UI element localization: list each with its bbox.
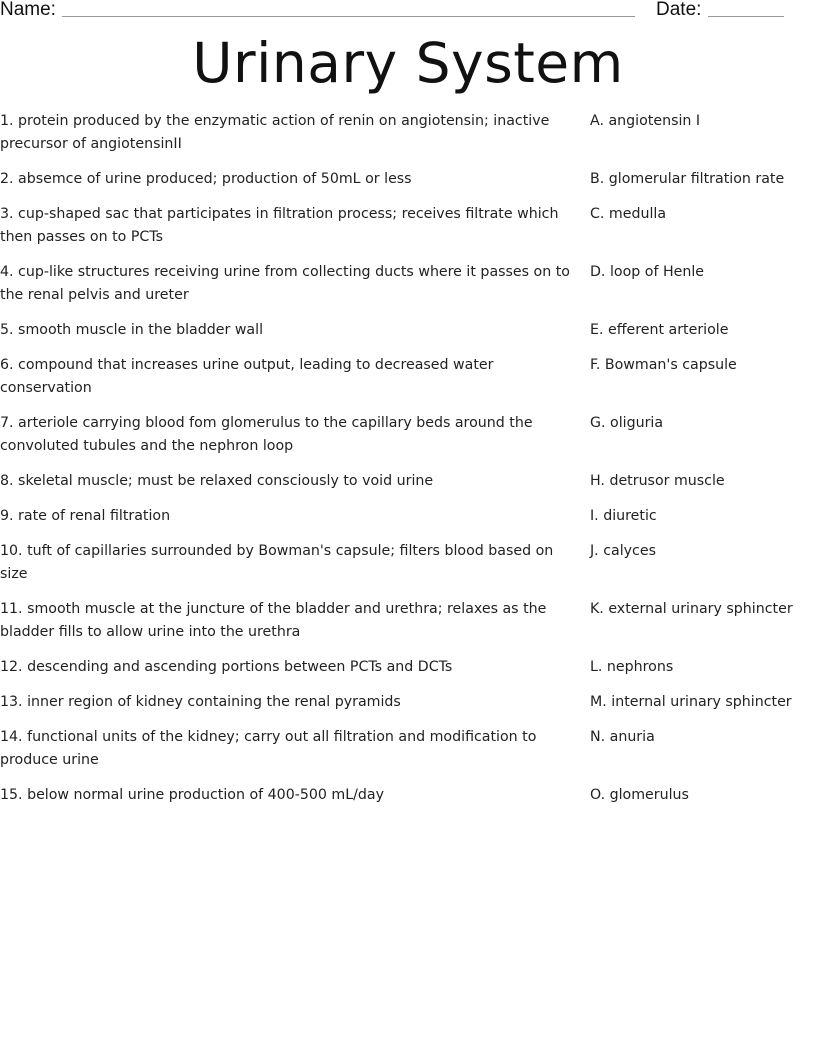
clue-text: 5. smooth muscle in the bladder wall xyxy=(0,322,264,338)
clue-text: 13. inner region of kidney containing the renal pyramids xyxy=(0,694,401,710)
clue-text: 7. arteriole carrying blood fom glomerulus to the capillary beds around the convoluted tubules and the nephron loop xyxy=(0,415,533,454)
answer-option: K. external urinary sphincter xyxy=(590,601,793,617)
answer-option: A. angiotensin I xyxy=(590,113,701,129)
matching-row xyxy=(0,540,816,586)
clue-text: 11. smooth muscle at the juncture of the bladder and urethra; relaxes as the bladder fills to allow urine into the urethra xyxy=(0,601,547,640)
date-label: Date: xyxy=(656,0,702,20)
matching-row xyxy=(0,354,816,400)
page-title: Urinary System xyxy=(192,31,624,95)
matching-list xyxy=(0,110,816,819)
answer-option: G. oliguria xyxy=(590,415,664,431)
date-blank-line xyxy=(708,16,784,17)
name-blank-line xyxy=(62,16,635,17)
clue-text: 6. compound that increases urine output, leading to decreased water conservation xyxy=(0,357,494,396)
matching-row xyxy=(0,784,816,807)
worksheet-header xyxy=(0,0,816,26)
answer-option: O. glomerulus xyxy=(590,787,689,803)
clue-text: 14. functional units of the kidney; carry out all filtration and modification to produce urine xyxy=(0,729,537,768)
answer-option: I. diuretic xyxy=(590,508,657,524)
answer-option: C. medulla xyxy=(590,206,667,222)
matching-row xyxy=(0,261,816,307)
matching-row xyxy=(0,470,816,493)
matching-row xyxy=(0,110,816,156)
clue-text: 3. cup-shaped sac that participates in filtration process; receives filtrate which then passes on to PCTs xyxy=(0,206,559,245)
answer-option: J. calyces xyxy=(590,543,656,559)
matching-row xyxy=(0,412,816,458)
matching-row xyxy=(0,168,816,191)
clue-text: 4. cup-like structures receiving urine from collecting ducts where it passes on to the renal pelvis and ureter xyxy=(0,264,570,303)
matching-row xyxy=(0,726,816,772)
clue-text: 9. rate of renal filtration xyxy=(0,508,171,524)
answer-option: M. internal urinary sphincter xyxy=(590,694,792,710)
answer-option: B. glomerular filtration rate xyxy=(590,171,785,187)
answer-option: E. efferent arteriole xyxy=(590,322,729,338)
clue-text: 2. absemce of urine produced; production of 50mL or less xyxy=(0,171,412,187)
clue-text: 10. tuft of capillaries surrounded by Bowman's capsule; filters blood based on size xyxy=(0,543,554,582)
matching-row xyxy=(0,656,816,679)
matching-row xyxy=(0,319,816,342)
name-label: Name: xyxy=(0,0,56,20)
answer-option: L. nephrons xyxy=(590,659,674,675)
clue-text: 12. descending and ascending portions between PCTs and DCTs xyxy=(0,659,453,675)
answer-option: N. anuria xyxy=(590,729,655,745)
matching-row xyxy=(0,691,816,714)
matching-row xyxy=(0,203,816,249)
clue-text: 15. below normal urine production of 400-500 mL/day xyxy=(0,787,385,803)
matching-row xyxy=(0,505,816,528)
matching-row xyxy=(0,598,816,644)
clue-text: 8. skeletal muscle; must be relaxed consciously to void urine xyxy=(0,473,434,489)
answer-option: F. Bowman's capsule xyxy=(590,357,737,373)
answer-option: D. loop of Henle xyxy=(590,264,705,280)
clue-text: 1. protein produced by the enzymatic action of renin on angiotensin; inactive precursor of angiotensinII xyxy=(0,113,550,152)
answer-option: H. detrusor muscle xyxy=(590,473,725,489)
